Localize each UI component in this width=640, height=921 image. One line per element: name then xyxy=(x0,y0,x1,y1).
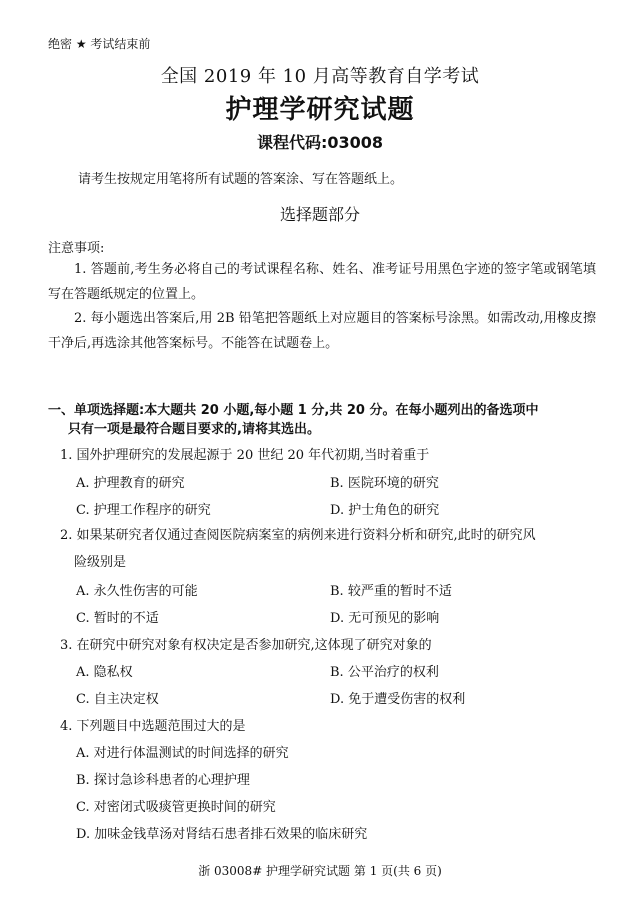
question-option: D. 护士角色的研究 xyxy=(330,503,440,518)
notes-label: 注意事项: xyxy=(48,241,105,256)
question-option: D. 免于遭受伤害的权利 xyxy=(330,692,466,707)
part-one-heading-line2: 只有一项是最符合题目要求的,请将其选出。 xyxy=(68,422,320,437)
question-stem: 3. 在研究中研究对象有权决定是否参加研究,这体现了研究对象的 xyxy=(60,638,432,653)
question-option: A. 永久性伤害的可能 xyxy=(76,584,198,599)
question-stem-continuation: 险级别是 xyxy=(74,555,127,570)
question-option: C. 护理工作程序的研究 xyxy=(76,503,211,518)
question-option: C. 暂时的不适 xyxy=(76,611,159,626)
note-item: 1. 答题前,考生务必将自己的考试课程名称、姓名、准考证号用黑色字迹的签字笔或钢笔填写在答题纸规定的位置上。 xyxy=(48,262,596,302)
answer-instruction: 请考生按规定用笔将所有试题的答案涂、写在答题纸上。 xyxy=(78,172,404,187)
part-one-heading-line1: 一、单项选择题:本大题共 20 小题,每小题 1 分,共 20 分。在每小题列出的备选项中 xyxy=(48,403,539,418)
part-one-heading xyxy=(48,401,608,439)
question-stem: 4. 下列题目中选题范围过大的是 xyxy=(60,719,246,734)
page-footer: 浙 03008# 护理学研究试题 第 1 页(共 6 页) xyxy=(198,864,442,878)
subject-title: 护理学研究试题 xyxy=(225,95,415,125)
question-option: B. 探讨急诊科患者的心理护理 xyxy=(76,773,250,788)
course-code: 课程代码:03008 xyxy=(256,133,384,152)
question-option: D. 加味金钱草汤对肾结石患者排石效果的临床研究 xyxy=(76,827,368,842)
question-option: B. 公平治疗的权利 xyxy=(330,665,439,680)
question-stem-line: 2. 如果某研究者仅通过查阅医院病案室的病例来进行资料分析和研究,此时的研究风 xyxy=(60,528,536,543)
exam-header: 全国 2019 年 10 月高等教育自学考试 xyxy=(160,66,480,87)
question-option: A. 对进行体温测试的时间选择的研究 xyxy=(76,746,289,761)
question-option: B. 较严重的暂时不适 xyxy=(330,584,452,599)
question-stem: 1. 国外护理研究的发展起源于 20 世纪 20 年代初期,当时着重于 xyxy=(60,448,430,463)
question-option: D. 无可预见的影响 xyxy=(330,611,440,626)
classification-mark: 绝密 ★ 考试结束前 xyxy=(48,37,151,51)
question-stem xyxy=(60,522,600,576)
question-option: A. 隐私权 xyxy=(76,665,133,680)
note-item: 2. 每小题选出答案后,用 2B 铅笔把答题纸上对应题目的答案标号涂黑。如需改动,用橡皮擦干净后,再选涂其他答案标号。不能答在试题卷上。 xyxy=(48,311,596,351)
question-option: A. 护理教育的研究 xyxy=(76,476,185,491)
question-option: B. 医院环境的研究 xyxy=(330,476,439,491)
section-title: 选择题部分 xyxy=(279,205,360,224)
question-option: C. 对密闭式吸痰管更换时间的研究 xyxy=(76,800,276,815)
question-option: C. 自主决定权 xyxy=(76,692,159,707)
